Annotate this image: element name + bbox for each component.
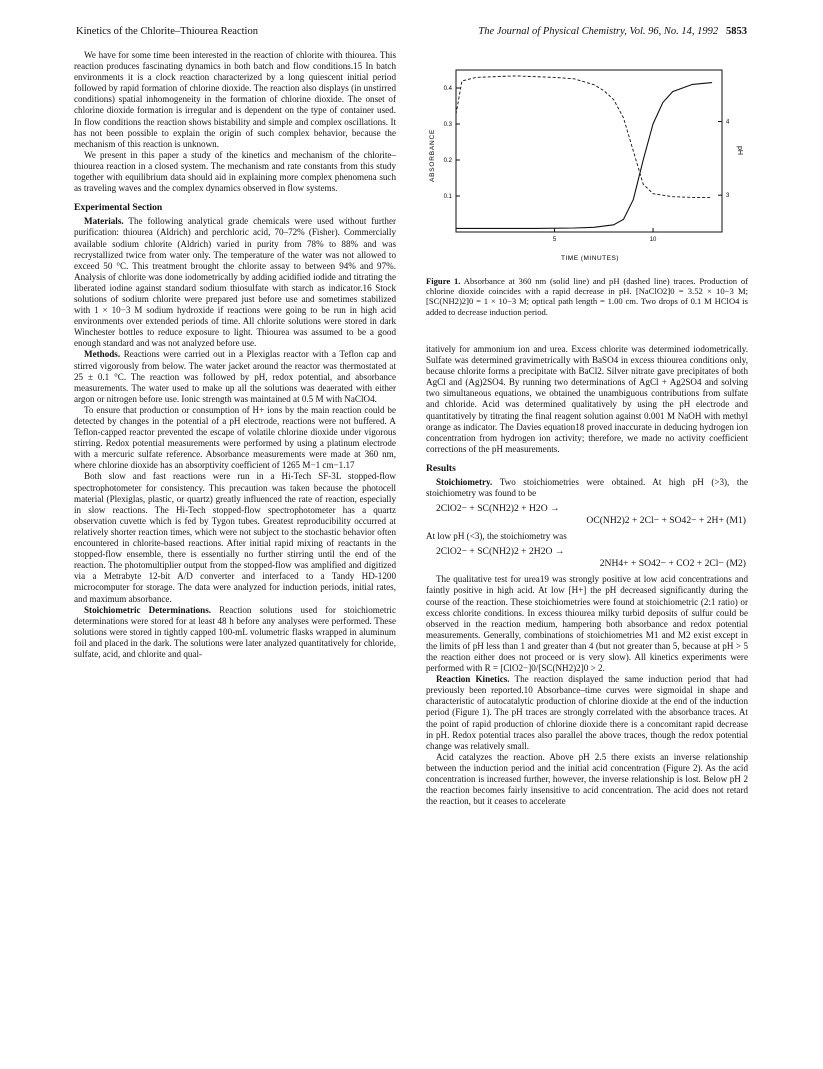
y-tick-label: 0.2 (443, 158, 452, 164)
kinetics-heading: Reaction Kinetics. (436, 674, 510, 685)
stoich-determinations-paragraph (74, 605, 396, 660)
equation-m2-line-1: 2ClO2− + SC(NH2)2 + 2H2O → (436, 546, 565, 558)
methods-heading: Methods. (84, 349, 121, 360)
y2-tick-label: 4 (726, 119, 730, 126)
equation-m2 (426, 546, 748, 570)
methods-paragraph-3: Both slow and fast reactions were run in a Hi-Tech SF-3L stopped-flow spectrophotometer for consistency. This precaution was taken because the photocell material (Plexiglas, plastic, or quartz) greatly influenced the rate of reaction, especially in slow reactions. The Hi-Tech stopped-flow spectrophotometer has a quartz observation cuvette which is fed by Tygon tubes. Greatest reproducibility occurred at relatively shorter reaction times, which were not subject to the stochastic behavior often encountered in chlorite-based reactions. After initial rapid mixing of reactants in the stopped-flow ensemble, there is essentially no further stirring until the end of the reaction. The photomultiplier output from the stopped-flow was amplified and digitized via a Metrabyte 12-bit A/D converter and interfaced to a Tandy HD-1200 microcomputer for storage. The data were analyzed for induction periods, initial rates, and maximum absorbance. (74, 471, 396, 604)
y-axis-label: ABSORBANCE (429, 128, 436, 182)
absorbance-series-line (456, 83, 712, 229)
stoichiometry-text: Two stoichiometries were obtained. At high pH (>3), the stoichiometry was found to be (426, 477, 748, 499)
figure-1-caption (426, 276, 748, 317)
kinetics-text: The reaction displayed the same induction period that had previously been reported.10 Absorbance–time curves were sigmoidal in shape and characteristic of autocatalytic production of chlorine dioxide at the end of the induction period (Figure 1). The pH traces are strongly correlated with the absorbance traces. At the point of rapid production of chlorine dioxide there is a concomitant rapid decrease in pH. Redox potential traces also parallel the above traces, though the redox potential change was relatively small. (426, 674, 749, 751)
y2-tick-label: 3 (726, 193, 730, 200)
intro-paragraph-2: We present in this paper a study of the kinetics and mechanism of the chlorite–thiourea reaction in a closed system. The mechanism and rate constants from this study together with equilibrium data should aid in explaining more complex phenomena such as traveling waves and the complex dynamics observed in flow systems. (74, 149, 396, 194)
methods-text: Reactions were carried out in a Plexiglas reactor with a Teflon cap and stirred vigorously from below. The water jacket around the reactor was thermostated at 25 ± 0.1 °C. The reaction was followed by pH, redox potential, and absorbance measurements. The water used to make up all the solutions was deaerated with either argon or nitrogen before use. Ionic strength was maintained at 0.5 M with NaClO4. (74, 349, 396, 404)
materials-heading: Materials. (84, 216, 124, 227)
section-heading-results: Results (426, 462, 456, 474)
stoichiometry-heading: Stoichiometry. (436, 477, 493, 488)
materials-text: The following analytical grade chemicals were used without further purification: thiourea (Aldrich) and perchloric acid, 70–72% (Fisher). Commercially available sodium chlorite (Aldrich) varied in purity from 78% to 88% and was recrystallized twice from water only. The temperature of the water was not allowed to exceed 50 °C. This treatment brought the chlorite assay to between 94% and 97%. Analysis of chlorite was done iodometrically by adding acidified iodide and titrating the liberated iodine against standard sodium thiosulfate with starch as indicator.16 Stock solutions of sodium chlorite were prepared just before use and sometimes stabilized with 1 × 10−3 M sodium hydroxide if reactions were going to be run in high acid environments over extended periods of time. All chlorite solutions were stored in dark Winchester bottles to reduce exposure to light. Thiourea was assumed to be a good enough standard and was not analyzed before use. (74, 216, 397, 349)
equation-m1-line-1: 2ClO2− + SC(NH2)2 + H2O → (436, 503, 560, 515)
kinetics-paragraph (426, 674, 748, 752)
stoich-determinations-heading: Stoichiometric Determinations. (84, 604, 212, 615)
caption-text: Absorbance at 360 nm (solid line) and pH (dashed line) traces. Production of chlorine dioxide coincides with a rapid decrease in pH. [NaClO2]0 = 3.52 × 10−3 M; [SC(NH2)2]0 = 1 × 10−3 M; optical path length = 1.00 cm. Two drops of 0.1 M HClO4 is added to decrease induction period. (426, 276, 748, 317)
page-number: 5853 (726, 26, 747, 37)
stoichiometry-paragraph (426, 477, 748, 499)
x-tick-label: 10 (649, 237, 657, 243)
running-header-journal (478, 26, 747, 37)
methods-paragraph (74, 349, 396, 404)
left-column (74, 50, 396, 660)
y2-axis-label: pH (736, 146, 743, 155)
right-column (426, 344, 748, 807)
ph-series-line (456, 76, 712, 197)
qualitative-test-paragraph: The qualitative test for urea19 was strongly positive at low acid concentrations and faintly positive in high acid. At low [H+] the pH decreased significantly during the course of the reaction. These stoichiometries were found at stoichiometric (2:1 ratio) or excess chlorite conditions. In excess thiourea milky turbid deposits of sulfur could be observed in the reaction medium, hampering both absorbance and redox potential measurements. Generally, combinations of stoichiometries M1 and M2 exist except in the limits of pH less than 1 and greater than 4 (but not greater than 5, because at pH > 5 the reaction either does not proceed or is very slow). All kinetics experiments were performed with R = [ClO2−]0/[SC(NH2)2]0 > 2. (426, 574, 748, 674)
materials-paragraph (74, 216, 396, 349)
methods-paragraph-2: To ensure that production or consumption of H+ ions by the main reaction could be detected by changes in the potential of a pH electrode, reactions were not buffered. A Teflon-capped reactor prevented the escape of volatile chlorine dioxide under vigorous stirring. Redox potential measurements were performed by using a platinum electrode with a mercuric sulfate reference. Absorbance measurements were made at 360 nm, where chlorine dioxide has an absorptivity coefficient of 1265 M−1 cm−1.17 (74, 404, 396, 471)
stoich-determinations-text: Reaction solutions used for stoichiometric determinations were stored for at least 48 h before any analyses were performed. These solutions were stored in tightly capped 100-mL volumetric flasks wrapped in aluminum foil and placed in the dark. The solutions were later analyzed quantitatively for chloride, sulfate, acid, and chlorite and qual- (74, 604, 396, 659)
acid-catalysis-paragraph: Acid catalyzes the reaction. Above pH 2.5 there exists an inverse relationship between the induction period and the initial acid concentration (Figure 2). As the acid concentration is increased further, however, the inverse relationship is lost. Below pH 2 the reaction becomes fairly insensitive to acid concentration. The acid does not retard the reaction, but it ceases to accelerate (426, 751, 748, 807)
plot-frame (456, 70, 722, 232)
y-tick-label: 0.1 (443, 194, 452, 200)
continued-paragraph: itatively for ammonium ion and urea. Excess chlorite was determined iodometrically. Sulfate was determined gravimetrically with BaSO4 in excess thiourea conditions only, because chlorite forms a precipitate with BaCl2. Silver nitrate gave precipitates of both AgCl and (Ag)2SO4. By running two determinations of AgCl + Ag2SO4 and solving two simultaneous equations, we obtained the unambiguous contributions from sulfate and chloride. Acid was determined qualitatively by using the pH electrode and quantitatively by titrating the final reagent solution against 0.001 M NaOH with methyl orange as indicator. The Davies equation18 proved inaccurate in deducing hydrogen ion concentration from hydrogen ion activity; therefore, we made no activity coefficient corrections of the pH measurements. (426, 344, 748, 454)
equation-m1 (426, 503, 748, 527)
section-heading-experimental: Experimental Section (74, 202, 163, 214)
running-header-title: Kinetics of the Chlorite–Thiourea Reaction (76, 26, 258, 37)
intro-paragraph-1: We have for some time been interested in the reaction of chlorite with thiourea. This reaction produces fascinating dynamics in both batch and flow conditions.15 In batch environments it is a clock reaction characterized by a long quiescent initial period followed by rapid formation of chlorine dioxide. The reaction also displays (in unstirred conditions) spatial inhomogeneity in the formation of chlorine dioxide. The onset of chlorine dioxide formation is irregular and is dependent on the type of container used. In flow conditions the reaction shows bistability and simple and complex oscillations. It has not been possible to explain the origin of such complex behavior, because the mechanism of this reaction is unknown. (74, 50, 396, 149)
x-tick-label: 5 (552, 237, 557, 243)
low-ph-paragraph: At low pH (<3), the stoichiometry was (426, 531, 567, 542)
figure-1-chart (420, 58, 750, 268)
caption-label: Figure 1. (426, 276, 461, 286)
y-tick-label: 0.4 (443, 86, 452, 92)
y-tick-label: 0.3 (443, 122, 452, 128)
equation-m2-line-2: 2NH4+ + SO42− + CO2 + 2Cl− (M2) (599, 558, 746, 570)
axis-ticks (444, 86, 730, 243)
x-axis-label: TIME (MINUTES) (561, 255, 619, 262)
equation-m1-line-2: OC(NH2)2 + 2Cl− + SO42− + 2H+ (M1) (586, 515, 746, 527)
journal-citation: The Journal of Physical Chemistry, Vol. 96, No. 14, 1992 (478, 26, 719, 37)
